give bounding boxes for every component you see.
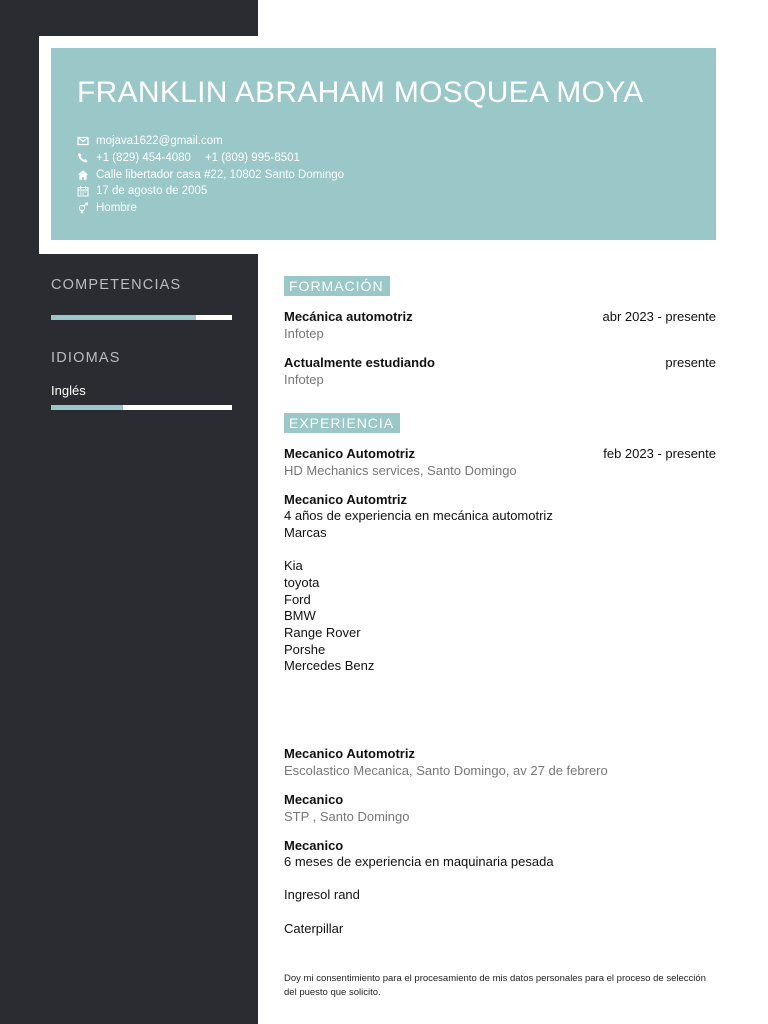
entry-title: Mecanico Automotriz [284, 746, 415, 762]
phone2-text[interactable]: +1 (809) 995-8501 [204, 152, 300, 165]
birthdate-text: 17 de agosto de 2005 [96, 185, 208, 198]
consent-text: Doy mi consentimiento para el procesamiento de mis datos personales para el proceso de selección del puesto que solicito. [284, 973, 706, 998]
candidate-name: FRANKLIN ABRAHAM MOSQUEA MOYA [77, 76, 644, 109]
contact-address [76, 166, 344, 183]
experiencia-item [284, 491, 716, 675]
entry-org: Infotep [284, 326, 324, 341]
formacion-title: FORMACIÓN [284, 276, 390, 296]
entry-org: HD Mechanics services, Santo Domingo [284, 463, 517, 478]
contact-phone [76, 150, 344, 167]
language-bar-fill [51, 405, 123, 410]
entry-title: Mecanico [284, 792, 344, 808]
entry-date: abr 2023 - presente [602, 309, 716, 324]
contact-list [76, 133, 344, 216]
competencias-bar-fill [51, 315, 196, 320]
phone1-text[interactable]: +1 (829) 454-4080 [96, 152, 191, 165]
competencias-title: COMPETENCIAS [51, 277, 182, 293]
entry-date: presente [665, 355, 716, 370]
entry-date: feb 2023 - presente [603, 446, 716, 461]
entry-description: 4 años de experiencia en mecánica automotriz Marcas Kia toyota Ford BMW Range Rover Porshe Mercedes Benz [284, 508, 553, 674]
entry-org: STP , Santo Domingo [284, 809, 410, 825]
email-text[interactable]: mojava1622@gmail.com [96, 135, 223, 148]
entry-title: Actualmente estudiando [284, 355, 435, 370]
entry-title: Mecánica automotriz [284, 309, 413, 324]
experiencia-item [284, 791, 716, 825]
language-name: Inglés [51, 383, 86, 398]
experiencia-item [284, 745, 716, 779]
envelope-icon [76, 135, 90, 147]
entry-org: Infotep [284, 372, 324, 387]
language-bar [51, 405, 232, 410]
header [51, 48, 716, 240]
formacion-item [284, 308, 716, 342]
experiencia-item [284, 445, 716, 479]
entry-title: Mecanico Automotriz [284, 446, 415, 461]
gender-text: Hombre [96, 202, 137, 215]
entry-org: Escolastico Mecanica, Santo Domingo, av 27 de febrero [284, 763, 608, 779]
idiomas-title: IDIOMAS [51, 350, 121, 366]
contact-birthdate [76, 183, 344, 200]
entry-title: Mecanico [284, 838, 344, 854]
phone-icon [76, 152, 90, 164]
main-content [284, 276, 716, 938]
gender-icon [76, 202, 90, 214]
experiencia-title: EXPERIENCIA [284, 413, 400, 433]
home-icon [76, 169, 90, 181]
contact-email [76, 133, 344, 150]
formacion-item [284, 354, 716, 388]
address-text: Calle libertador casa #22, 10802 Santo Domingo [96, 168, 345, 181]
experiencia-item [284, 837, 716, 938]
contact-gender [76, 200, 344, 217]
entry-title: Mecanico Automtriz [284, 492, 408, 507]
entry-description: 6 meses de experiencia en maquinaria pesada Ingresol rand Caterpillar [284, 854, 554, 936]
competencias-bar [51, 315, 232, 320]
calendar-icon [76, 185, 90, 197]
